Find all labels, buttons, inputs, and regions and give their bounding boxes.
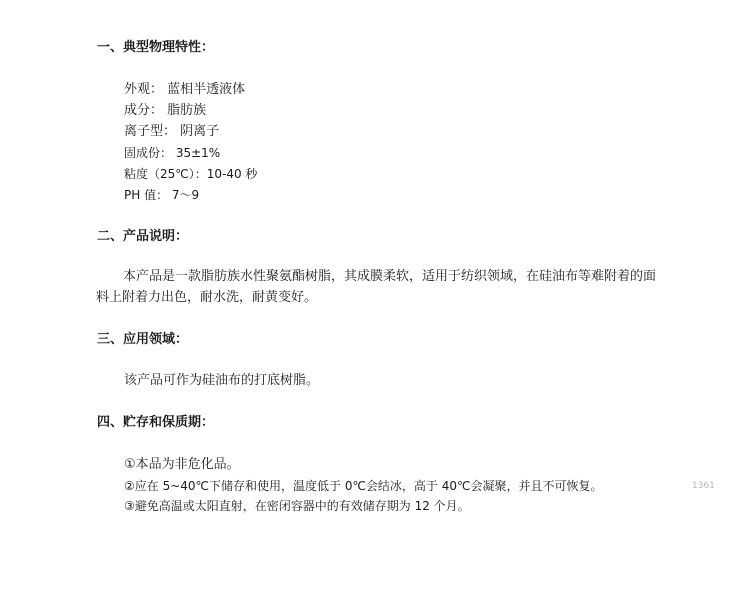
heading-product-description: 二、产品说明： — [97, 229, 189, 244]
storage-item-3: ③避免高温或太阳直射，在密闭容器中的有效储存期为 12 个月。 — [124, 499, 470, 513]
heading-physical-properties: 一、典型物理特性： — [97, 40, 215, 55]
storage-item-1: ①本品为非危化品。 — [124, 457, 240, 472]
page-number: 1361 — [692, 481, 715, 491]
property-viscosity: 粘度（25℃）：10-40 秒 — [124, 167, 258, 181]
heading-applications: 三、应用领域： — [97, 332, 189, 347]
property-composition: 成分： 脂肪族 — [124, 103, 207, 118]
applications-text: 该产品可作为硅油布的打底树脂。 — [124, 373, 320, 388]
property-appearance: 外观： 蓝相半透液体 — [124, 82, 246, 97]
description-paragraph: 本产品是一款脂肪族水性聚氨酯树脂，其成膜柔软，适用于纺织领域，在硅油布等难附着的面料上附着力出色，耐水洗，耐黄变好。 — [96, 269, 657, 305]
heading-storage-shelf-life: 四、贮存和保质期： — [97, 415, 215, 430]
property-solid-content: 固成份： 35±1% — [124, 146, 221, 160]
property-ionic-type: 离子型： 阴离子 — [124, 124, 220, 139]
property-ph: PH 值： 7～9 — [124, 188, 200, 202]
storage-item-2: ②应在 5~40℃下储存和使用，温度低于 0℃会结冰，高于 40℃会凝聚，并且不可恢复。 — [124, 479, 603, 493]
